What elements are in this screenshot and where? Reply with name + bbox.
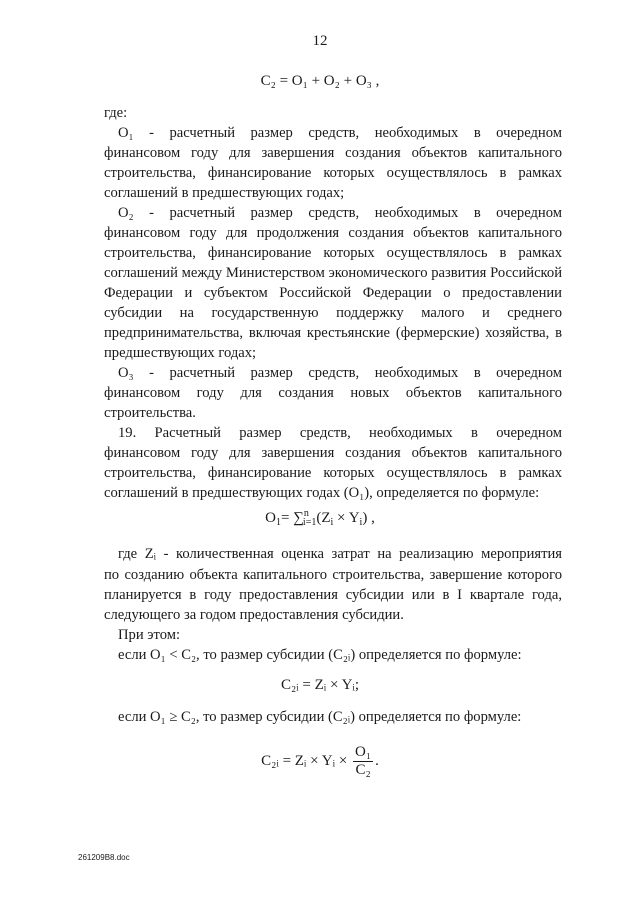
sum-sign: ∑ [293, 510, 304, 526]
item19-line: строительства, финансирование которых осуществлялось в рамках [104, 465, 562, 481]
condition-2: если O₁ ≥ C₂, то размер субсидии (C₂ᵢ) определяется по формуле: [118, 709, 522, 725]
o1-def-line: строительства, финансирование которых осуществлялось в рамках [104, 165, 562, 181]
item19-line: финансовом году для завершения создания объектов капитального [104, 445, 562, 461]
zi-def-line: по созданию объекта капитального строительства, завершение которого [104, 567, 562, 583]
formula-c2i-1: C₂ᵢ = Zᵢ × Yᵢ; [280, 677, 360, 693]
o3-def-line: O₃ - расчетный размер средств, необходимых в очередном [118, 365, 562, 381]
o3-def-line: строительства. [104, 405, 196, 421]
formula-o1-lhs: O [265, 510, 276, 526]
o2-def-line: Федерации и субъектом Российской Федерации о предоставлении [104, 285, 562, 301]
formula-o1-eq: = [281, 510, 290, 526]
formula-o1-times: × Y [333, 510, 360, 526]
fraction-numerator: O₁ [355, 744, 372, 760]
sum-symbol [293, 510, 316, 527]
o1-def-line: соглашений в предшествующих годах; [104, 185, 345, 201]
item19-line: соглашений в предшествующих годах (O₁), определяется по формуле: [104, 485, 540, 501]
o1-def-line: финансовом году для завершения создания объектов капитального [104, 145, 562, 161]
formula-o1-lhs-sub: 1 [276, 517, 281, 528]
o2-def-line: O₂ - расчетный размер средств, необходимых в очередном [118, 205, 562, 221]
sum-upper-limit: n [303, 508, 309, 519]
formula-o1-body: (Z [316, 510, 331, 526]
zi-def-line: планируется в году предоставления субсидии или в I квартале года, [104, 587, 562, 603]
o2-def-line: строительства, финансирование которых осуществлялось в рамках [104, 245, 562, 261]
zi-def-line: где Zᵢ - количественная оценка затрат на реализацию мероприятия [118, 546, 562, 562]
formula-o1-sum [0, 510, 640, 527]
item19-line: 19. Расчетный размер средств, необходимых в очередном [118, 425, 562, 441]
formula-c2i-2-lhs: C₂ᵢ = Zᵢ × Yᵢ × [261, 752, 348, 769]
formula-o1-yi-sub: i [359, 517, 363, 528]
formula-o1-close: ) , [362, 510, 375, 526]
page-number: 12 [312, 33, 328, 49]
o1-def-line: O₁ - расчетный размер средств, необходимых в очередном [118, 125, 562, 141]
footer-filename: 261209B8.doc [78, 853, 130, 862]
o2-def-line: соглашений между Министерством экономического развития Российской [104, 265, 562, 281]
condition-1: если O₁ < C₂, то размер субсидии (C₂ᵢ) определяется по формуле: [118, 647, 522, 663]
formula-c2i-2 [0, 744, 640, 779]
formula-c2: C₂ = O₁ + O₂ + O₃ , [260, 73, 380, 89]
fraction [353, 744, 373, 779]
pri-etom: При этом: [118, 627, 181, 643]
zi-def-line: следующего за годом предоставления субсидии. [104, 607, 404, 623]
formula-o1-zi-sub: i [330, 517, 334, 528]
sum-lower-limit: i=1 [302, 517, 317, 528]
where-label: где: [104, 105, 128, 121]
o2-def-line: предпринимательства, включая крестьянские (фермерские) хозяйства, в [104, 325, 562, 341]
o2-def-line: финансовом году для продолжения создания объектов капитального [104, 225, 562, 241]
o3-def-line: финансовом году для создания новых объектов капитального [104, 385, 562, 401]
fraction-denominator: C₂ [355, 762, 371, 778]
formula-c2i-2-tail: . [375, 752, 379, 769]
o2-def-line: предшествующих годах; [104, 345, 257, 361]
o2-def-line: субсидии на государственную поддержку малого и среднего [104, 305, 562, 321]
